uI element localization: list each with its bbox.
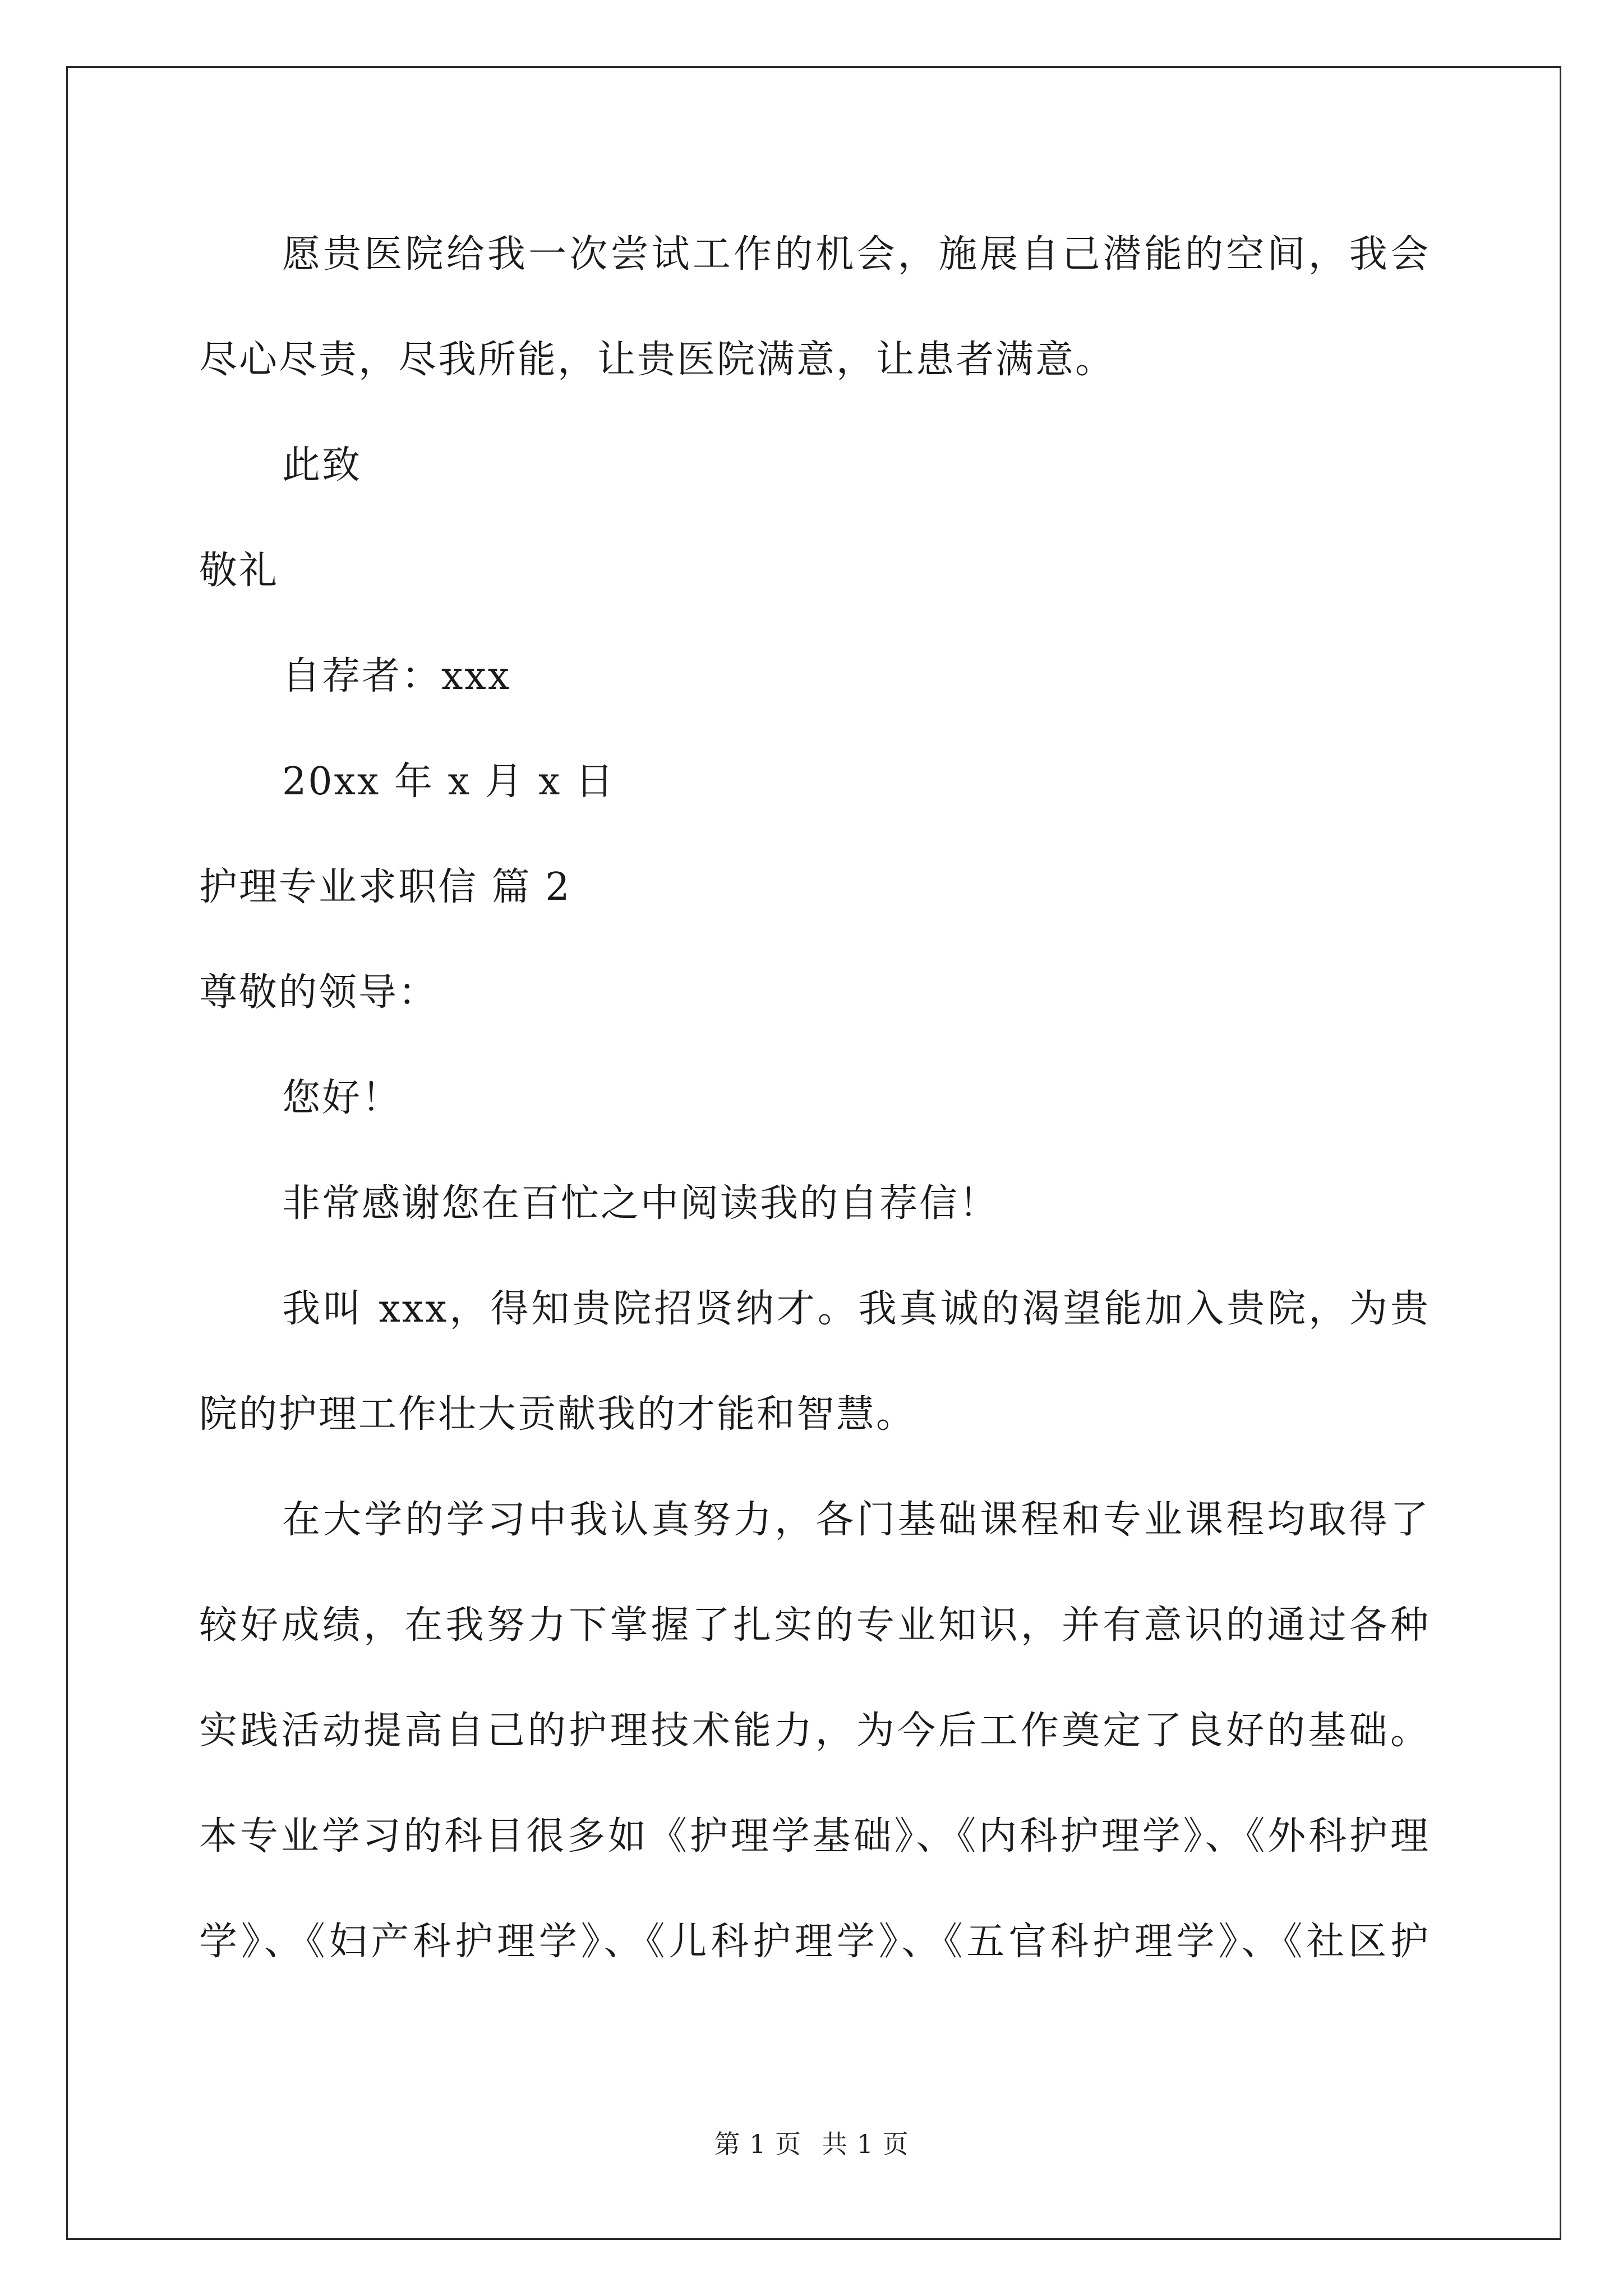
paragraph-line: 学》、《妇产科护理学》、《儿科护理学》、《五官科护理学》、《社区护 [199, 1920, 1430, 1964]
paragraph-line: 较好成绩，在我努力下掌握了扎实的专业知识，并有意识的通过各种 [199, 1603, 1430, 1648]
paragraph-line: 实践活动提高自己的护理技术能力，为今后工作奠定了良好的基础。 [199, 1709, 1430, 1753]
paragraph-line: 愿贵医院给我一次尝试工作的机会，施展自己潜能的空间，我会 [282, 232, 1430, 277]
paragraph-line: 非常感谢您在百忙之中阅读我的自荐信！ [282, 1181, 999, 1226]
section-heading: 护理专业求职信 篇 2 [199, 865, 571, 909]
greeting-line: 您好！ [282, 1076, 402, 1120]
page-number: 第 1 页 [714, 2129, 801, 2159]
paragraph-line: 本专业学习的科目很多如《护理学基础》、《内科护理学》、《外科护理 [199, 1814, 1430, 1858]
page-total: 共 1 页 [822, 2129, 909, 2159]
greeting-line: 尊敬的领导： [199, 970, 439, 1015]
paragraph-line: 在大学的学习中我认真努力，各门基础课程和专业课程均取得了 [282, 1498, 1430, 1542]
paragraph-line: 院的护理工作壮大贡献我的才能和智慧。 [199, 1392, 916, 1437]
document-body [199, 202, 1430, 1995]
signature-line: 自荐者：xxx [282, 654, 511, 698]
closing-line: 此致 [282, 443, 362, 487]
paragraph-line: 我叫 xxx，得知贵院招贤纳才。我真诚的渴望能加入贵院，为贵 [282, 1287, 1430, 1331]
paragraph-line: 尽心尽责，尽我所能，让贵医院满意，让患者满意。 [199, 338, 1115, 382]
page-footer [0, 2127, 1623, 2161]
date-line: 20xx 年 x 月 x 日 [282, 760, 616, 804]
salutation-line: 敬礼 [199, 549, 279, 593]
